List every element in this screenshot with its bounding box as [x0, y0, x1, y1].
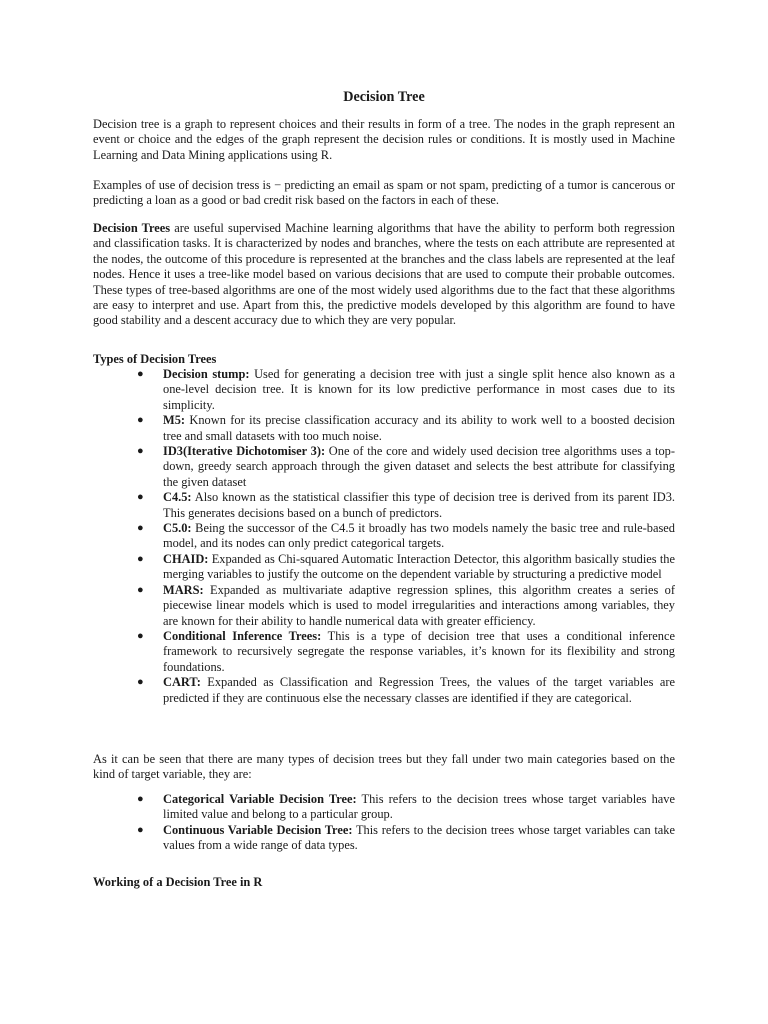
list-item — [93, 583, 675, 629]
list-item — [93, 552, 675, 583]
item-text: Also known as the statistical classifier this type of decision tree is derived from its parent ID3. This generates decisions based on a bunch of predictors. — [163, 490, 675, 520]
item-term: M5: — [163, 413, 186, 428]
list-item — [93, 413, 675, 444]
item-term: Decision stump: — [163, 367, 250, 381]
list-item — [93, 367, 675, 413]
bullet-icon: ● — [137, 583, 144, 596]
list-item — [93, 629, 675, 675]
examples-paragraph: Examples of use of decision tress is − predicting an email as spam or not spam, predicting of a tumor is cancerous or predicting a loan as a good or bad credit risk based on the factors in each of these. — [93, 178, 675, 208]
item-term: Conditional Inference Trees: — [163, 628, 322, 643]
bullet-icon: ● — [137, 445, 144, 458]
bullet-icon: ● — [137, 552, 144, 565]
item-term: MARS: — [163, 582, 204, 597]
categories-intro-paragraph: As it can be seen that there are many types of decision trees but they fall under two main categories based on the kind of target variable, they are: — [93, 752, 675, 782]
bullet-icon: ● — [137, 522, 144, 535]
item-term: ID3(Iterative Dichotomiser 3): — [163, 444, 326, 459]
list-item — [93, 444, 675, 490]
item-text: One of the core and widely used decision tree algorithms uses a top-down, greedy search approach through the given dataset and selects the best attribute for classifying the given dataset — [163, 444, 675, 489]
item-text: Expanded as Chi-squared Automatic Interaction Detector, this algorithm basically studies the merging variables to justify the outcome on the dependent variable by structuring a predictive model — [163, 551, 675, 582]
bullet-icon: ● — [137, 676, 144, 689]
list-item — [93, 521, 675, 552]
types-heading: Types of Decision Trees — [93, 352, 217, 366]
item-term: CHAID: — [163, 551, 209, 566]
item-text: Expanded as Classification and Regression Trees, the values of the target variables are predicted if they are continuous else the necessary classes are identified if they are categorical. — [163, 675, 675, 705]
categories-list — [93, 792, 675, 854]
bullet-icon: ● — [137, 368, 144, 380]
list-item — [93, 823, 675, 854]
page-title: Decision Tree — [343, 89, 425, 105]
item-term: Categorical Variable Decision Tree: — [163, 792, 357, 806]
item-text: Being the successor of the C4.5 it broadly has two models namely the basic tree and rule-based model, and its nodes can only predict categorical targets. — [163, 521, 675, 551]
item-term: Continuous Variable Decision Tree: — [163, 822, 353, 837]
item-text: This refers to the decision trees whose target variables can take values from a wide range of data types. — [163, 822, 676, 853]
item-text: Used for generating a decision tree with just a single split hence also known as a one-level decision tree. It is known for its low predictive performance in most cases due to its simplicity. — [163, 367, 675, 412]
bullet-icon: ● — [137, 629, 144, 642]
overview-text: are useful supervised Machine learning algorithms that have the ability to perform both regression and classification tasks. It is characterized by nodes and branches, where the tests on each attribute are represented at the nodes, the outcome of this procedure is represented at the branches and the class labels are represented at the leaf nodes. Hence it uses a tree-like model based on various decisions that are used to compute their probable outcomes. These types of tree-based algorithms are one of the most widely used algorithms due to the fact that these algorithms are easy to interpret and use. Apart from this, the predictive models developed by this algorithm are found to have good stability and a descent accuracy due to which they are very popular. — [93, 221, 675, 328]
list-item — [93, 792, 675, 823]
bullet-icon: ● — [137, 793, 144, 805]
overview-paragraph — [93, 221, 675, 329]
item-text: Known for its precise classification accuracy and its ability to work well to a boosted decision tree and small datasets with too much noise. — [163, 413, 675, 443]
item-text: Expanded as multivariate adaptive regression splines, this algorithm creates a series of piecewise linear models which is used to model irregularities and interactions among variables, they are known for their ability to handle numerical data with greater efficiency. — [163, 582, 675, 628]
bullet-icon: ● — [137, 491, 144, 504]
bullet-icon: ● — [137, 414, 144, 427]
types-list — [93, 367, 675, 706]
item-text: This refers to the decision trees whose target variables have limited value and belong to a particular group. — [163, 792, 675, 822]
working-heading: Working of a Decision Tree in R — [93, 875, 263, 889]
overview-term: Decision Trees — [93, 221, 171, 235]
intro-paragraph: Decision tree is a graph to represent choices and their results in form of a tree. The nodes in the graph represent an event or choice and the edges of the graph represent the decision rules or conditions. It is mostly used in Machine Learning and Data Mining applications using R. — [93, 117, 675, 162]
item-term: CART: — [163, 675, 201, 690]
item-term: C4.5: — [163, 490, 192, 505]
list-item — [93, 490, 675, 521]
list-item — [93, 675, 675, 706]
item-text: This is a type of decision tree that uses a conditional inference framework to recursively segregate the response variables, it’s known for its flexibility and strong foundations. — [163, 628, 675, 674]
bullet-icon: ● — [137, 823, 144, 836]
item-term: C5.0: — [163, 521, 192, 536]
